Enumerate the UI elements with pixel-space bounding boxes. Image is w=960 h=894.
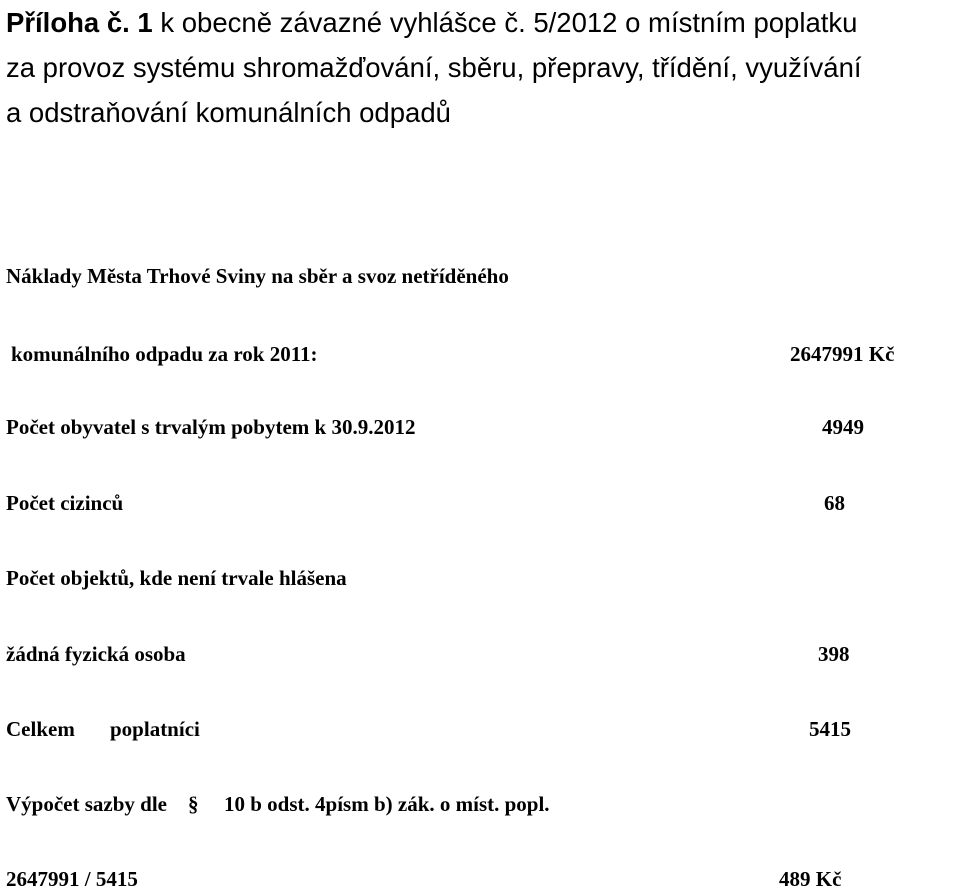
calculation-result: 489 Kč (779, 867, 842, 891)
objects-value: 398 (818, 642, 850, 666)
foreigners-label: Počet cizinců (6, 491, 124, 515)
costs-value: 2647991 Kč (790, 342, 895, 366)
objects-label-line-2: žádná fyzická osoba (6, 642, 186, 666)
objects-row (6, 639, 956, 669)
formula-row (6, 864, 956, 894)
total-row (6, 714, 956, 744)
heading-line-1 (6, 0, 956, 45)
objects-label-line-1: Počet objektů, kde není trvale hlášena (6, 566, 347, 590)
heading-line-2: za provoz systému shromažďování, sběru, přepravy, třídění, využívání (6, 52, 862, 83)
calculation-formula: 2647991 / 5415 (6, 867, 138, 891)
costs-label-row-1 (6, 261, 956, 291)
foreigners-value: 68 (824, 491, 845, 515)
calculation-label-pre: Výpočet sazby dle (6, 792, 167, 816)
total-value: 5415 (809, 717, 851, 741)
calculation-label-post: 10 b odst. 4písm b) zák. o míst. popl. (224, 792, 550, 816)
section-symbol: § (188, 792, 199, 816)
total-label-b: poplatníci (110, 717, 200, 741)
total-label-a: Celkem (6, 717, 75, 741)
residents-row (6, 412, 956, 442)
costs-label-line-1: Náklady Města Trhové Sviny na sběr a svoz netříděného (6, 264, 509, 288)
calculation-row (6, 789, 956, 819)
document-heading (6, 0, 956, 135)
attachment-number: Příloha č. 1 (6, 7, 153, 38)
foreigners-row (6, 488, 956, 518)
costs-row (6, 339, 956, 369)
costs-label-line-2: komunálního odpadu za rok 2011: (11, 342, 318, 366)
objects-label-row-1 (6, 563, 956, 593)
heading-line-1-rest: k obecně závazné vyhlášce č. 5/2012 o místním poplatku (152, 7, 858, 38)
residents-value: 4949 (822, 415, 864, 439)
heading-line-3: a odstraňování komunálních odpadů (6, 97, 451, 128)
residents-label: Počet obyvatel s trvalým pobytem k 30.9.2012 (6, 415, 416, 439)
